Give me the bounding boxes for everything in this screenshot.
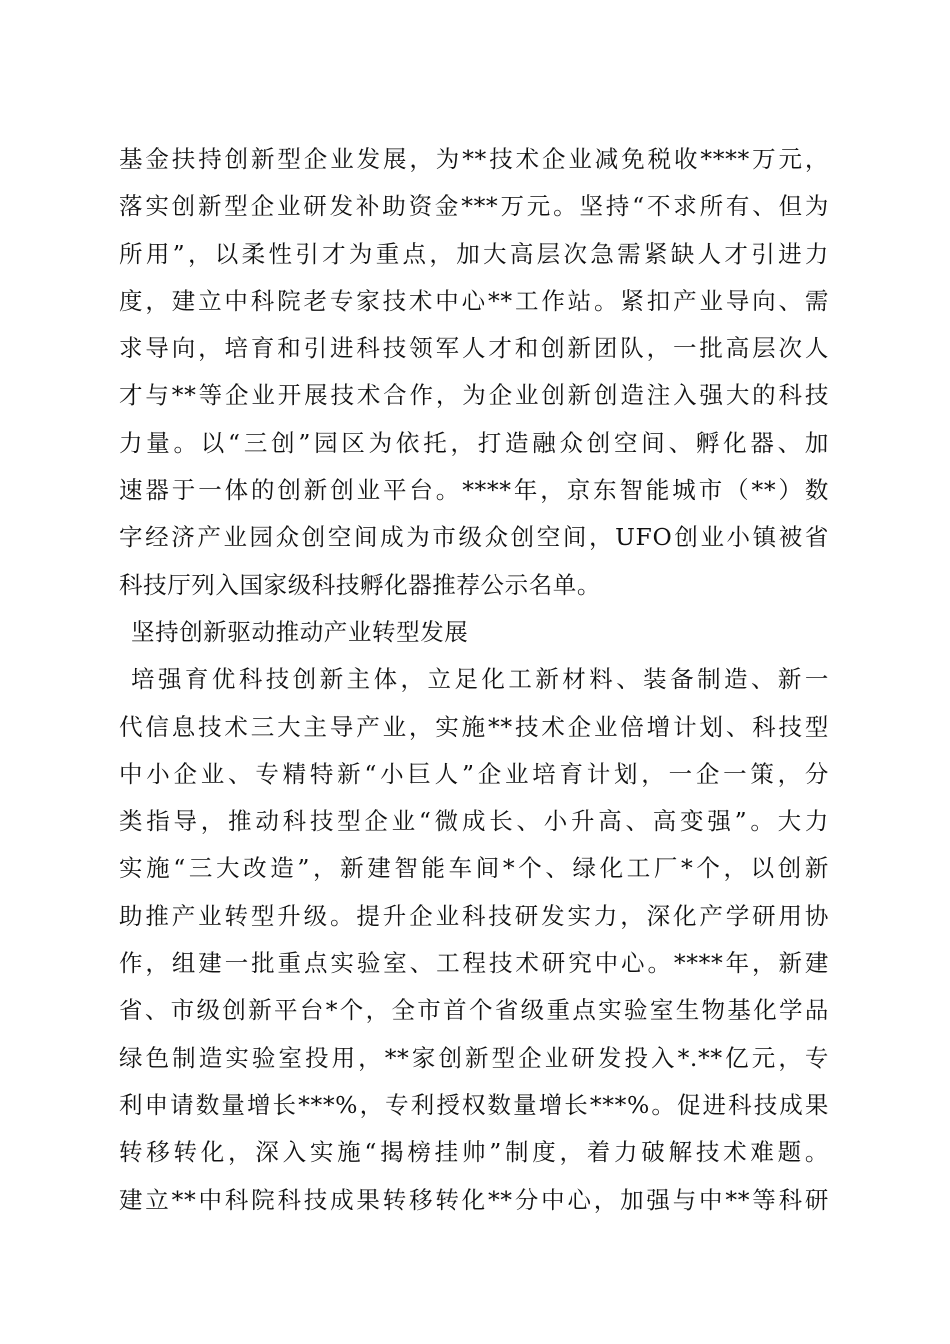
paragraph-line: 度，建立中科院老专家技术中心**工作站。紧扣产业导向、需 [119, 286, 829, 315]
paragraph-line: 科技厅列入国家级科技孵化器推荐公示名单。 [119, 570, 601, 599]
paragraph-line: 代信息技术三大主导产业，实施**技术企业倍增计划、科技型 [119, 712, 829, 741]
paragraph-line: 类指导，推动科技型企业“微成长、小升高、高变强”。大力 [119, 807, 829, 836]
paragraph-line: 才与**等企业开展技术合作，为企业创新创造注入强大的科技 [119, 381, 829, 410]
paragraph-line: 建立**中科院科技成果转移转化**分中心，加强与中**等科研 [119, 1185, 829, 1214]
paragraph-line: 培强育优科技创新主体，立足化工新材料、装备制造、新一 [131, 665, 829, 694]
paragraph-line: 所用”，以柔性引才为重点，加大高层次急需紧缺人才引进力 [119, 239, 829, 268]
paragraph-1 [119, 136, 829, 609]
paragraph-line: 字经济产业园众创空间成为市级众创空间，UFO创业小镇被省 [119, 523, 829, 552]
paragraph-2 [119, 656, 829, 1224]
paragraph-line: 求导向，培育和引进科技领军人才和创新团队，一批高层次人 [119, 334, 829, 363]
paragraph-line: 省、市级创新平台*个，全市首个省级重点实验室生物基化学品 [119, 996, 829, 1025]
paragraph-line: 助推产业转型升级。提升企业科技研发实力，深化产学研用协 [119, 901, 829, 930]
paragraph-line: 速器于一体的创新创业平台。****年，京东智能城市（**）数 [119, 476, 829, 505]
paragraph-line: 利申请数量增长***%，专利授权数量增长***%。促进科技成果 [119, 1090, 829, 1119]
paragraph-line: 落实创新型企业研发补助资金***万元。坚持“不求所有、但为 [119, 192, 829, 221]
paragraph-line: 作，组建一批重点实验室、工程技术研究中心。****年，新建 [119, 949, 829, 978]
paragraph-line: 实施“三大改造”，新建智能车间*个、绿化工厂*个，以创新 [119, 854, 829, 883]
paragraph-line: 绿色制造实验室投用，**家创新型企业研发投入*.**亿元，专 [119, 1043, 829, 1072]
paragraph-line: 中小企业、专精特新“小巨人”企业培育计划，一企一策，分 [119, 759, 829, 788]
section-heading: 坚持创新驱动推动产业转型发展 [131, 617, 469, 646]
document-body [119, 136, 829, 1224]
paragraph-line: 基金扶持创新型企业发展，为**技术企业减免税收****万元， [119, 145, 829, 173]
paragraph-line: 转移转化，深入实施“揭榜挂帅”制度，着力破解技术难题。 [119, 1138, 829, 1167]
paragraph-line: 力量。以“三创”园区为依托，打造融众创空间、孵化器、加 [119, 428, 829, 457]
